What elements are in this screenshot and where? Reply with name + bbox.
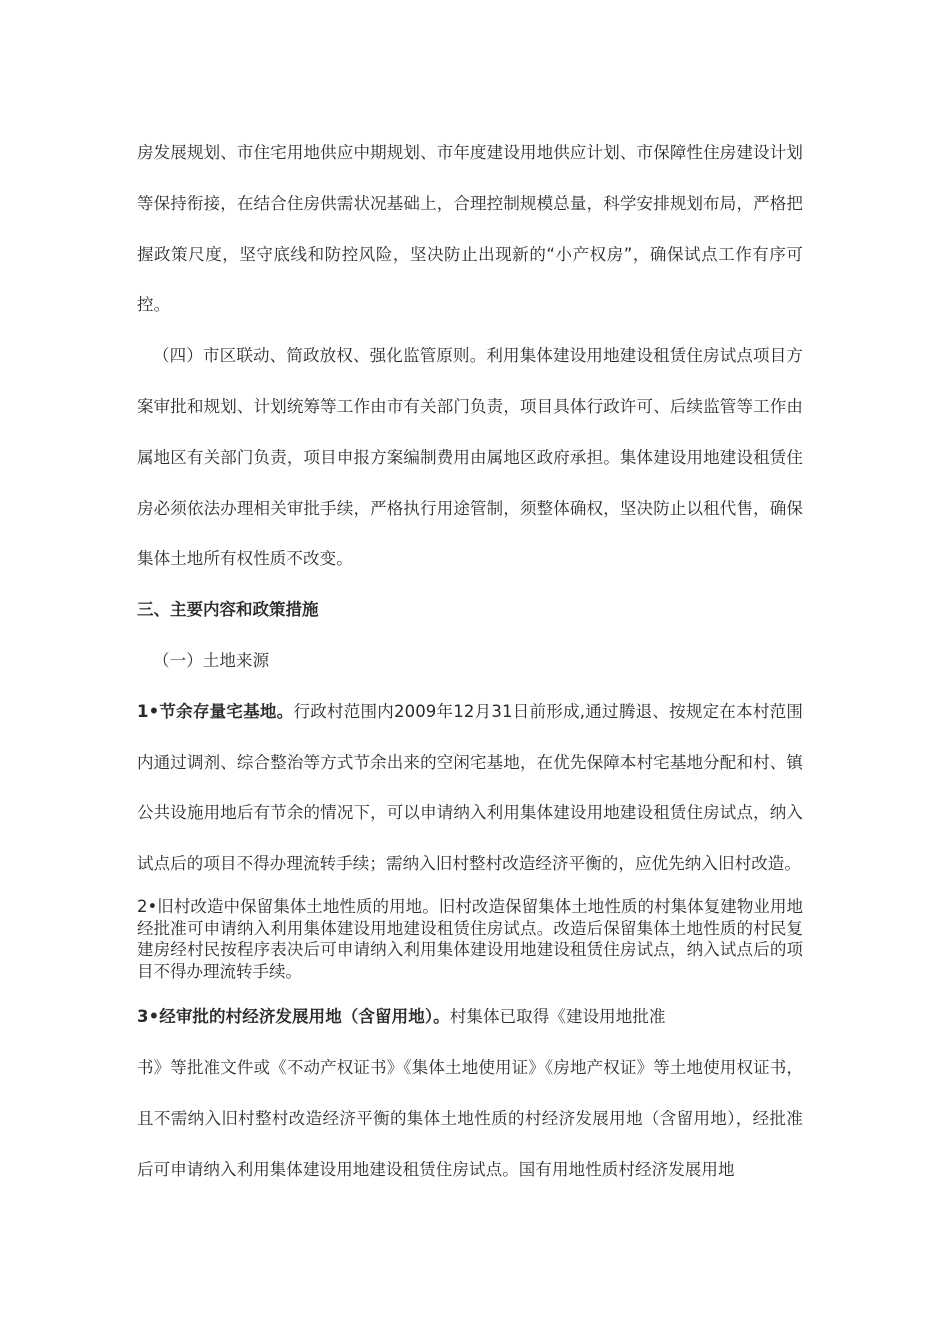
paragraph-planning-coordination: 房发展规划、市住宅用地供应中期规划、市年度建设用地供应计划、市保障性住房建设计划等保持衔接，在结合住房供需状况基础上，合理控制规模总量，科学安排规划布局，严格把握政策尺度，坚守底线和防控风险，坚决防止出现新的“小产权房”，确保试点工作有序可控。: [137, 143, 803, 315]
item-3-title: 3•经审批的村经济发展用地（含留用地）。: [137, 1007, 450, 1027]
item-3-body-line1: 村集体已取得《建设用地批准: [449, 1007, 666, 1027]
paragraph-principle-four: （四）市区联动、简政放权、强化监管原则。利用集体建设用地建设租赁住房试点项目方案审批和规划、计划统筹等工作由市有关部门负责，项目具体行政许可、后续监管等工作由属地区有关部门负责，项目申报方案编制费用由属地区政府承担。集体建设用地建设租赁住房必须依法办理相关审批手续，严格执行用途管制，须整体确权，坚决防止以租代售，确保集体土地所有权性质不改变。: [137, 346, 803, 569]
item-2-title: 2•旧村改造中保留集体土地性质的用地。: [137, 896, 439, 916]
item-3-body-rest: 书》等批准文件或《不动产权证书》《集体土地使用证》《房地产权证》等土地使用权证书，且不需纳入旧村整村改造经济平衡的集体土地性质的村经济发展用地（含留用地），经批准后可申请纳入利用集体建设用地建设租赁住房试点。国有用地性质村经济发展用地: [137, 1058, 803, 1179]
subsection-heading-land-source: （一）土地来源: [153, 650, 270, 670]
item-2-body: 旧村改造保留集体土地性质的村集体复建物业用地经批准可申请纳入利用集体建设用地建设租赁住房试点。改造后保留集体土地性质的村民复建房经村民按程序表决后可申请纳入利用集体建设用地建设租赁住房试点，纳入试点后的项目不得办理流转手续。: [137, 896, 804, 981]
document-body: [137, 128, 803, 1196]
item-1-title: 1•节余存量宅基地。: [137, 701, 294, 721]
item-1-body: 行政村范围内2009年12月31日前形成,通过腾退、按规定在本村范围内通过调剂、综合整治等方式节余出来的空闲宅基地，在优先保障本村宅基地分配和村、镇公共设施用地后有节余的情况下，可以申请纳入利用集体建设用地建设租赁住房试点，纳入试点后的项目不得办理流转手续；需纳入旧村整村改造经济平衡的，应优先纳入旧村改造。: [137, 701, 803, 874]
item-3-economic-development-land: [137, 992, 803, 1195]
item-2-old-village-land: [137, 896, 803, 982]
item-1-surplus-homestead: [137, 687, 803, 890]
section-heading-main-content: 三、主要内容和政策措施: [137, 600, 319, 620]
